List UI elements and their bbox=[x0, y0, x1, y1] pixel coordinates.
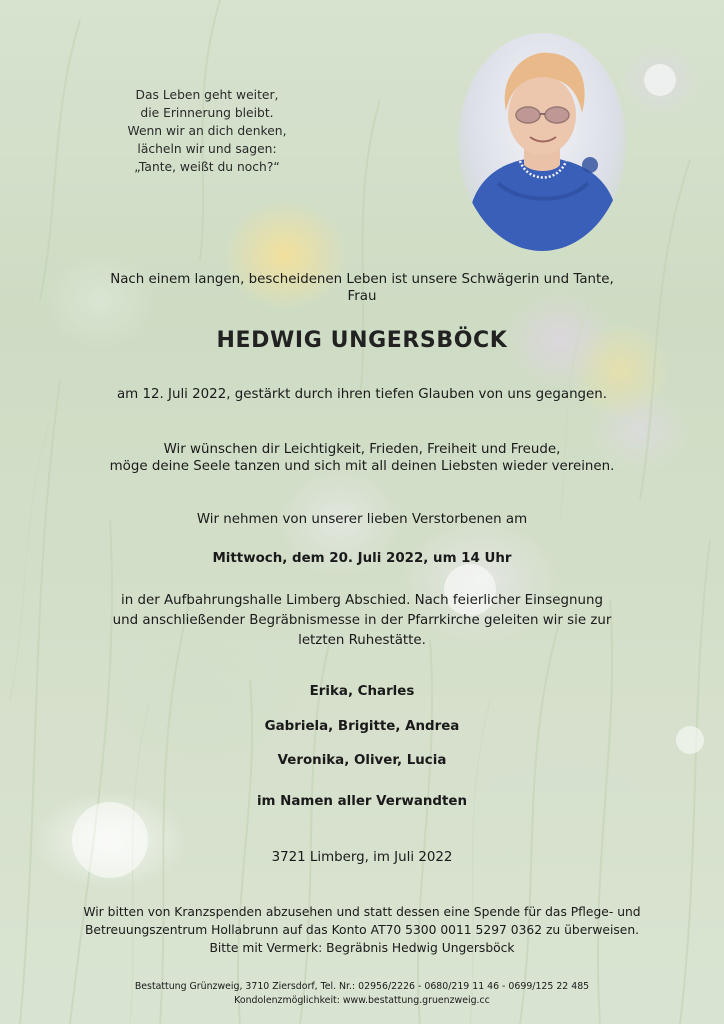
mourner-group: Erika, Charles bbox=[309, 684, 415, 699]
place-date: 3721 Limberg, im Juli 2022 bbox=[271, 850, 453, 865]
location-line: und anschließender Begräbnismesse in der Pfarrkirche geleiten wir sie zur bbox=[112, 613, 612, 628]
poem-line: „Tante, weißt du noch?“ bbox=[134, 160, 280, 174]
wish-line: Wir wünschen dir Leichtigkeit, Frieden, Freiheit und Freude, bbox=[163, 442, 561, 457]
wish-line: möge deine Seele tanzen und sich mit all deinen Liebsten wieder vereinen. bbox=[109, 459, 615, 474]
mourner-group: Gabriela, Brigitte, Andrea bbox=[264, 719, 460, 734]
intro-line: Frau bbox=[347, 289, 377, 304]
death-notice: am 12. Juli 2022, gestärkt durch ihren tiefen Glauben von uns gegangen. bbox=[116, 387, 608, 402]
portrait-photo bbox=[458, 33, 626, 251]
poem-line: lächeln wir und sagen: bbox=[137, 142, 277, 156]
poem-line: Wenn wir an dich denken, bbox=[127, 124, 287, 138]
deceased-name: HEDWIG UNGERSBÖCK bbox=[216, 328, 508, 353]
location-line: letzten Ruhestätte. bbox=[298, 633, 426, 648]
farewell-intro: Wir nehmen von unserer lieben Verstorbenen am bbox=[196, 512, 528, 527]
ceremony-date: Mittwoch, dem 20. Juli 2022, um 14 Uhr bbox=[212, 551, 512, 566]
donation-line: Betreuungszentrum Hollabrunn auf das Konto AT70 5300 0011 5297 0362 zu überweisen. bbox=[84, 923, 640, 937]
intro-line: Nach einem langen, bescheidenen Leben ist unsere Schwägerin und Tante, bbox=[110, 272, 614, 287]
poem-line: die Erinnerung bleibt. bbox=[140, 106, 274, 120]
mourner-group: Veronika, Oliver, Lucia bbox=[277, 753, 447, 768]
poem-line: Das Leben geht weiter, bbox=[135, 88, 279, 102]
footer-condolence-link[interactable]: Kondolenzmöglichkeit: www.bestattung.gruenzweig.cc bbox=[234, 995, 490, 1006]
memorial-poem bbox=[100, 86, 314, 176]
location-line: in der Aufbahrungshalle Limberg Abschied. Nach feierlicher Einsegnung bbox=[121, 593, 603, 608]
footer-contact: Bestattung Grünzweig, 3710 Ziersdorf, Tel. Nr.: 02956/2226 - 0680/219 11 46 - 0699/125 22 485 bbox=[134, 981, 590, 992]
donation-line: Wir bitten von Kranzspenden abzusehen und statt dessen eine Spende für das Pflege- und bbox=[83, 905, 641, 919]
donation-line: Bitte mit Vermerk: Begräbnis Hedwig Ungersböck bbox=[209, 941, 515, 955]
relatives-line: im Namen aller Verwandten bbox=[256, 794, 468, 809]
